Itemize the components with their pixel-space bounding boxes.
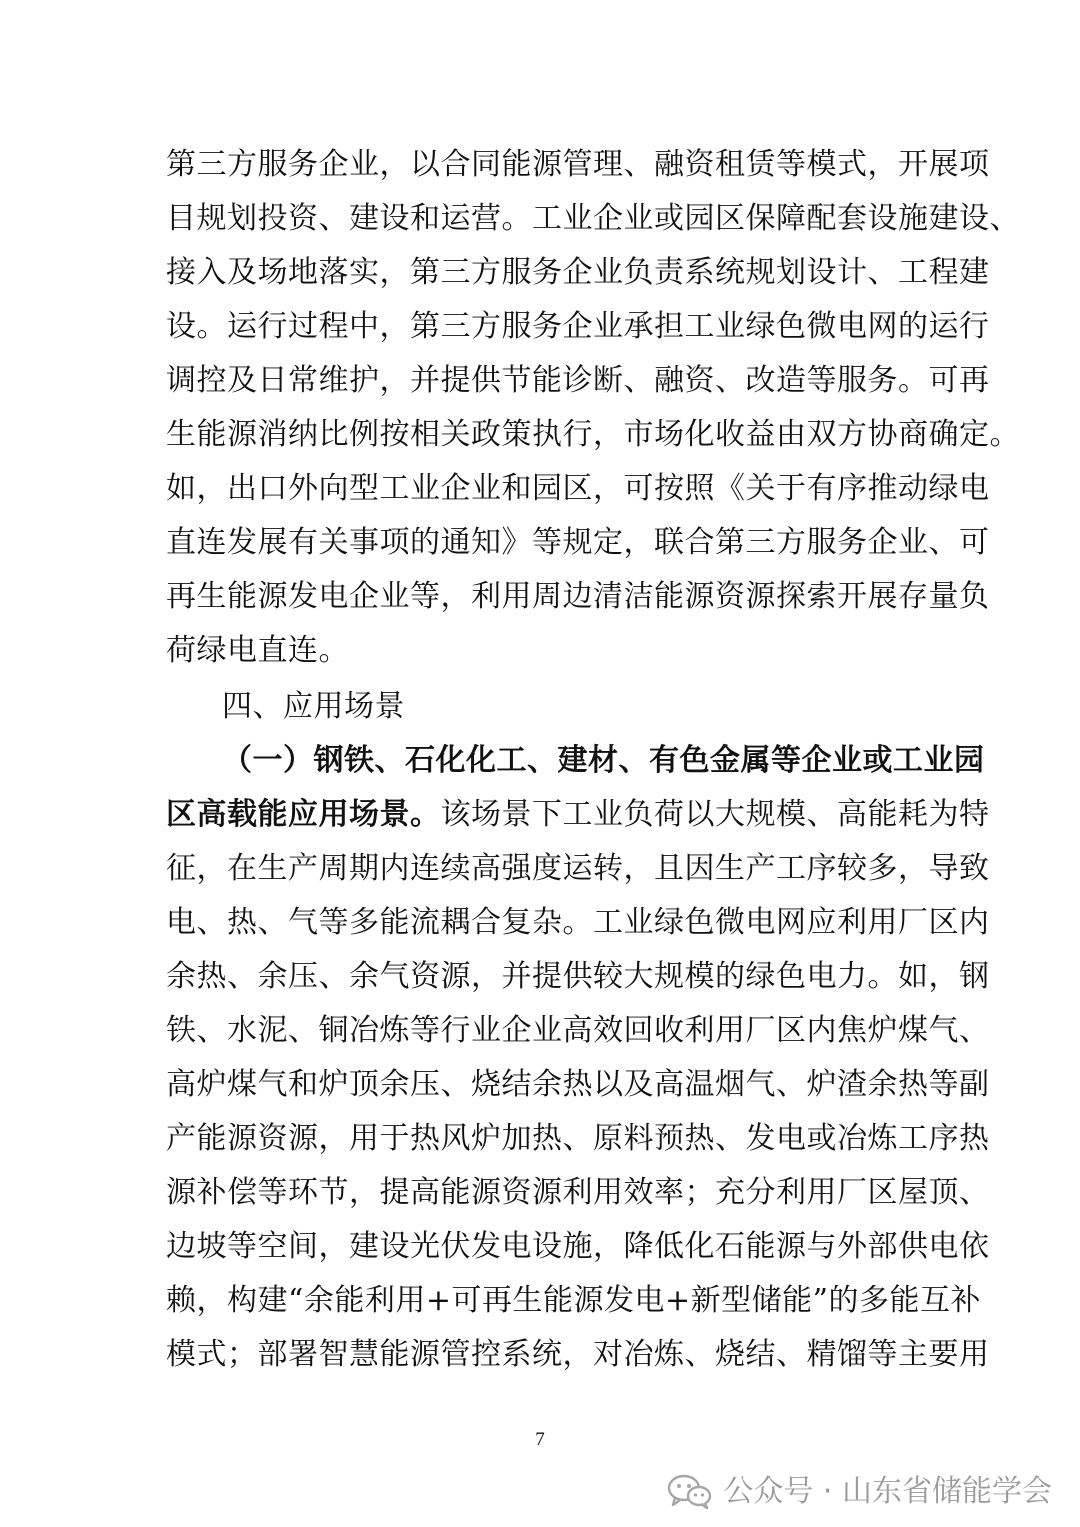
paragraph-line: 赖，构建“余能利用+可再生能源发电+新型储能”的多能互补 [166,1283,981,1318]
paragraph-line: 铁、水泥、铜冶炼等行业企业高效回收利用厂区内焦炉煤气、 [166,1013,990,1048]
paragraph-line: 边坡等空间，建设光伏发电设施，降低化石能源与外部供电依 [166,1229,990,1264]
subsection-title: （一）钢铁、石化化工、建材、有色金属等企业或工业园 [222,743,985,778]
paragraph-line: 产能源资源，用于热风炉加热、原料预热、发电或冶炼工序热 [166,1121,990,1156]
page-number: 7 [535,1429,545,1450]
watermark-text: 公众号 · 山东省储能学会 [723,1474,1052,1509]
paragraph-line: 生能源消纳比例按相关政策执行，市场化收益由双方协商确定。 [166,417,1020,452]
paragraph-line: 目规划投资、建设和运营。工业企业或园区保障配套设施建设、 [166,201,1020,236]
paragraph-line: 征，在生产周期内连续高强度运转，且因生产工序较多，导致 [166,851,990,886]
paragraph-line: 如，出口外向型工业企业和园区，可按照《关于有序推动绿电 [166,471,990,506]
paragraph-line: 模式；部署智慧能源管控系统，对冶炼、烧结、精馏等主要用 [166,1337,990,1372]
paragraph-line: 高炉煤气和炉顶余压、烧结余热以及高温烟气、炉渣余热等副 [166,1067,990,1102]
subsection-title-end: 区高载能应用场景。 [166,797,441,832]
wechat-icon [667,1474,713,1510]
paragraph-line: 再生能源发电企业等，利用周边清洁能源资源探索开展存量负 [166,579,990,614]
paragraph-line: 接入及场地落实，第三方服务企业负责系统规划设计、工程建 [166,255,990,290]
paragraph-text: 该场景下工业负荷以大规模、高能耗为特 [440,797,990,832]
paragraph-line [166,788,990,842]
paragraph-line: 源补偿等环节，提高能源资源利用效率；充分利用厂区屋顶、 [166,1175,990,1210]
watermark [667,1468,1052,1516]
paragraph-line: 电、热、气等多能流耦合复杂。工业绿色微电网应利用厂区内 [166,905,990,940]
paragraph-line: 直连发展有关事项的通知》等规定，联合第三方服务企业、可 [166,525,990,560]
paragraph-line: 第三方服务企业，以合同能源管理、融资租赁等模式，开展项 [166,147,990,182]
paragraph-line: 荷绿电直连。 [166,633,349,668]
paragraph-line: 调控及日常维护，并提供节能诊断、融资、改造等服务。可再 [166,363,990,398]
paragraph-line: 设。运行过程中，第三方服务企业承担工业绿色微电网的运行 [166,309,990,344]
paragraph-line: 余热、余压、余气资源，并提供较大规模的绿色电力。如，钢 [166,959,990,994]
section-heading: 四、应用场景 [222,689,405,724]
